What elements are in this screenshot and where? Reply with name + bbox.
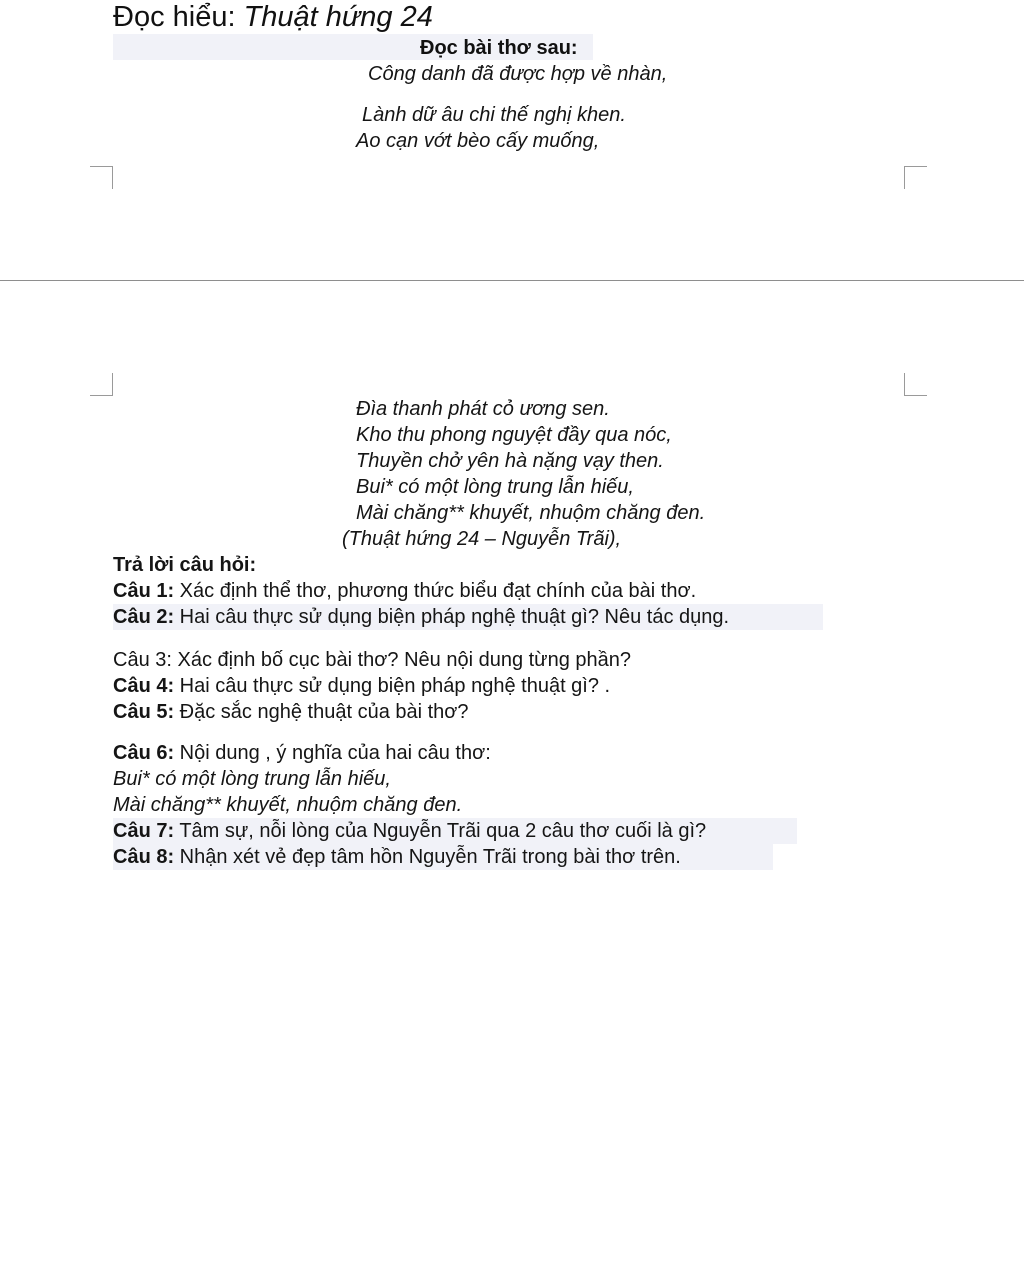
question-label: Câu 5:	[113, 701, 175, 723]
poem-line: Đìa thanh phát cỏ ương sen.	[356, 398, 610, 420]
poem-source: (Thuật hứng 24 – Nguyễn Trãi),	[342, 528, 622, 550]
poem-line: Mài chăng** khuyết, nhuộm chăng đen.	[356, 502, 706, 524]
document-title	[113, 0, 433, 34]
question-item	[113, 578, 696, 604]
page-corner-mark	[904, 373, 927, 396]
question-text: Đặc sắc nghệ thuật của bài thơ?	[174, 701, 469, 723]
question-item	[113, 647, 631, 673]
page-corner-mark	[90, 166, 113, 189]
question-label: Câu 7:	[113, 820, 175, 842]
poem-line: Lành dữ âu chi thế nghị khen.	[362, 104, 626, 126]
question-text: Nhận xét vẻ đẹp tâm hồn Nguyễn Trãi trong bài thơ trên.	[174, 846, 681, 868]
question-label: Câu 1:	[113, 580, 175, 602]
question-item	[113, 818, 706, 844]
page-corner-mark	[90, 373, 113, 396]
question-text: Nội dung , ý nghĩa của hai câu thơ:	[174, 742, 491, 764]
poem-line: Thuyền chở yên hà nặng vạy then.	[356, 450, 664, 472]
question-text: Hai câu thực sử dụng biện pháp nghệ thuật gì? Nêu tác dụng.	[174, 606, 730, 628]
question-label: Câu 2:	[113, 606, 175, 628]
question-item	[113, 699, 469, 725]
question-label: Câu 3:	[113, 649, 172, 671]
poem-line: Ao cạn vớt bèo cấy muống,	[356, 130, 600, 152]
question-text: Xác định bố cục bài thơ? Nêu nội dung từng phần?	[171, 649, 631, 671]
question-item	[113, 740, 491, 766]
poem-line: Bui* có một lòng trung lẫn hiếu,	[356, 476, 634, 498]
read-prompt: Đọc bài thơ sau:	[420, 37, 578, 59]
question-item	[113, 604, 729, 630]
title-subject: Thuật hứng 24	[243, 1, 433, 33]
page-corner-mark	[904, 166, 927, 189]
question-item	[113, 844, 681, 870]
question-text: Hai câu thực sử dụng biện pháp nghệ thuật gì? .	[174, 675, 611, 697]
page-separator	[0, 280, 1024, 281]
questions-heading	[113, 552, 256, 578]
question-label: Câu 8:	[113, 846, 175, 868]
title-label: Đọc hiểu:	[113, 1, 236, 33]
poem-line: Kho thu phong nguyệt đầy qua nóc,	[356, 424, 672, 446]
question-item	[113, 673, 610, 699]
quoted-line: Bui* có một lòng trung lẫn hiếu,	[113, 768, 391, 790]
question-label: Câu 6:	[113, 742, 175, 764]
quoted-line: Mài chăng** khuyết, nhuộm chăng đen.	[113, 794, 463, 816]
poem-line: Công danh đã được hợp về nhàn,	[368, 63, 668, 85]
question-text: Tâm sự, nỗi lòng của Nguyễn Trãi qua 2 câu thơ cuối là gì?	[174, 820, 707, 842]
questions-heading-text: Trả lời câu hỏi:	[113, 554, 257, 576]
question-text: Xác định thể thơ, phương thức biểu đạt chính của bài thơ.	[174, 580, 697, 602]
question-label: Câu 4:	[113, 675, 175, 697]
